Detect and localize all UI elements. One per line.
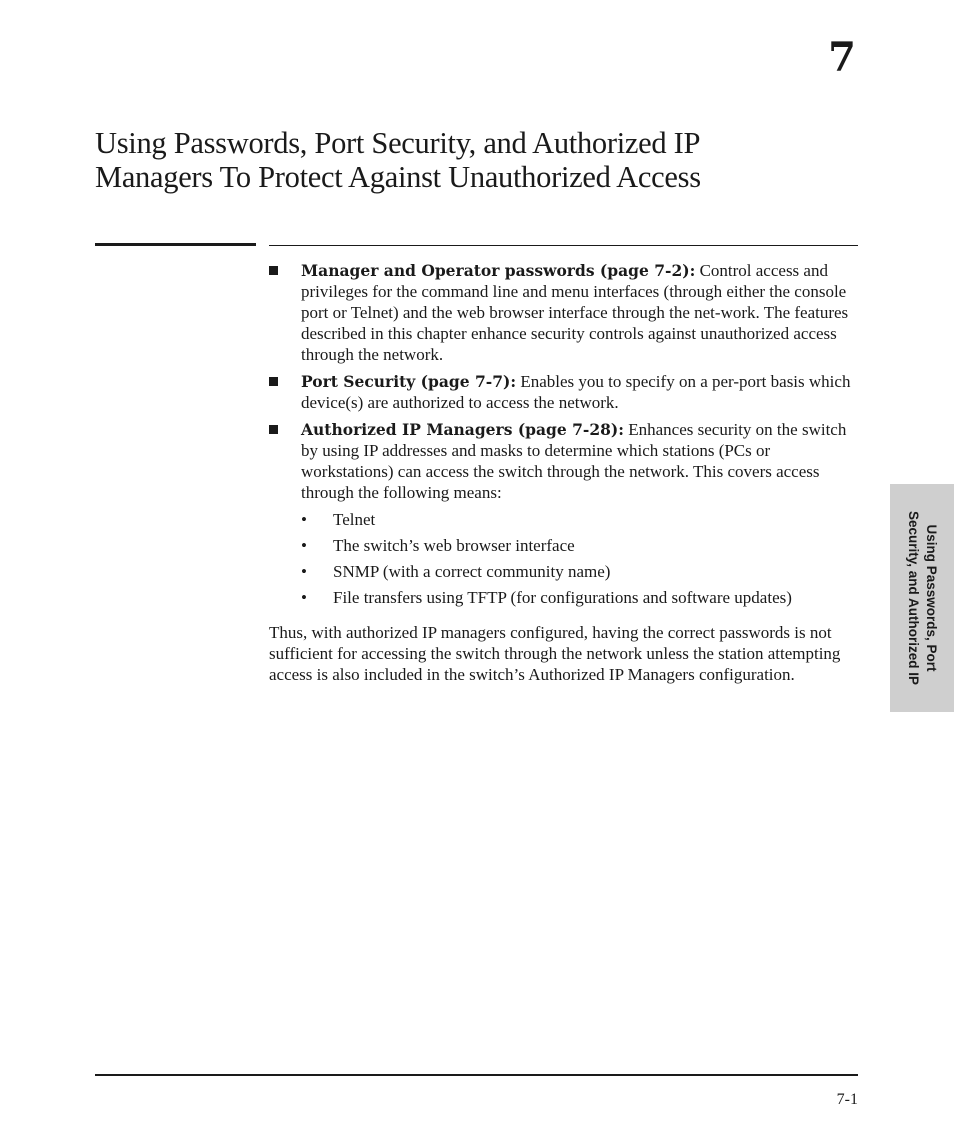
access-means-list <box>301 509 859 608</box>
sub-item-text: File transfers using TFTP (for configurations and software updates) <box>333 588 792 607</box>
sub-item-text: The switch’s web browser interface <box>333 536 575 555</box>
side-tab-label <box>904 488 940 708</box>
square-bullet-icon <box>269 425 278 434</box>
feature-list <box>269 260 859 608</box>
item-heading: Port Security (page 7-7): <box>301 372 517 391</box>
side-tab-line-2: Security, and Authorized IP <box>906 510 921 686</box>
side-tab-line-1: Using Passwords, Port <box>924 524 939 672</box>
item-heading: Authorized IP Managers (page 7-28): <box>301 420 624 439</box>
page-number: 7-1 <box>836 1091 858 1108</box>
item-text: Control access and privileges for the command line and menu interfaces (through either the console port or Telnet) and the web browser interface through the net-work. The features described in this chapter enhance security controls against unauthorized access through the network. <box>301 261 849 364</box>
chapter-intro <box>269 260 859 685</box>
dot-bullet-icon: • <box>301 536 307 555</box>
sub-item-text: Telnet <box>333 510 376 529</box>
sub-list-item <box>301 509 859 530</box>
chapter-side-tab <box>890 484 954 712</box>
summary-paragraph: Thus, with authorized IP managers configured, having the correct passwords is not sufficient for accessing the switch through the network unless the station attempting access is also included in the switch’s Authorized IP Managers configuration. <box>269 623 841 684</box>
item-heading: Manager and Operator passwords (page 7-2): <box>301 261 696 280</box>
sub-list-item <box>301 587 859 608</box>
chapter-number: 7 <box>828 34 856 81</box>
list-item <box>269 419 859 608</box>
dot-bullet-icon: • <box>301 510 307 529</box>
footer-rule <box>95 1074 858 1076</box>
sub-item-text: SNMP (with a correct community name) <box>333 562 611 581</box>
list-item <box>269 371 859 413</box>
dot-bullet-icon: • <box>301 562 307 581</box>
chapter-title-line-2: Managers To Protect Against Unauthorized Access <box>95 160 701 194</box>
item-text: Enhances security on the switch by using IP addresses and masks to determine which stations (PCs or workstations) can access the switch through the network. This covers access through the following means: <box>301 420 847 502</box>
square-bullet-icon <box>269 377 278 386</box>
chapter-title <box>95 126 855 194</box>
sub-list-item <box>301 561 859 582</box>
chapter-title-line-1: Using Passwords, Port Security, and Authorized IP <box>95 126 701 160</box>
list-item <box>269 260 859 365</box>
dot-bullet-icon: • <box>301 588 307 607</box>
sub-list-item <box>301 535 859 556</box>
section-rule-thick <box>95 243 256 246</box>
item-text: Enables you to specify on a per-port basis which device(s) are authorized to access the network. <box>301 372 851 412</box>
section-rule-thin <box>269 245 858 246</box>
square-bullet-icon <box>269 266 278 275</box>
